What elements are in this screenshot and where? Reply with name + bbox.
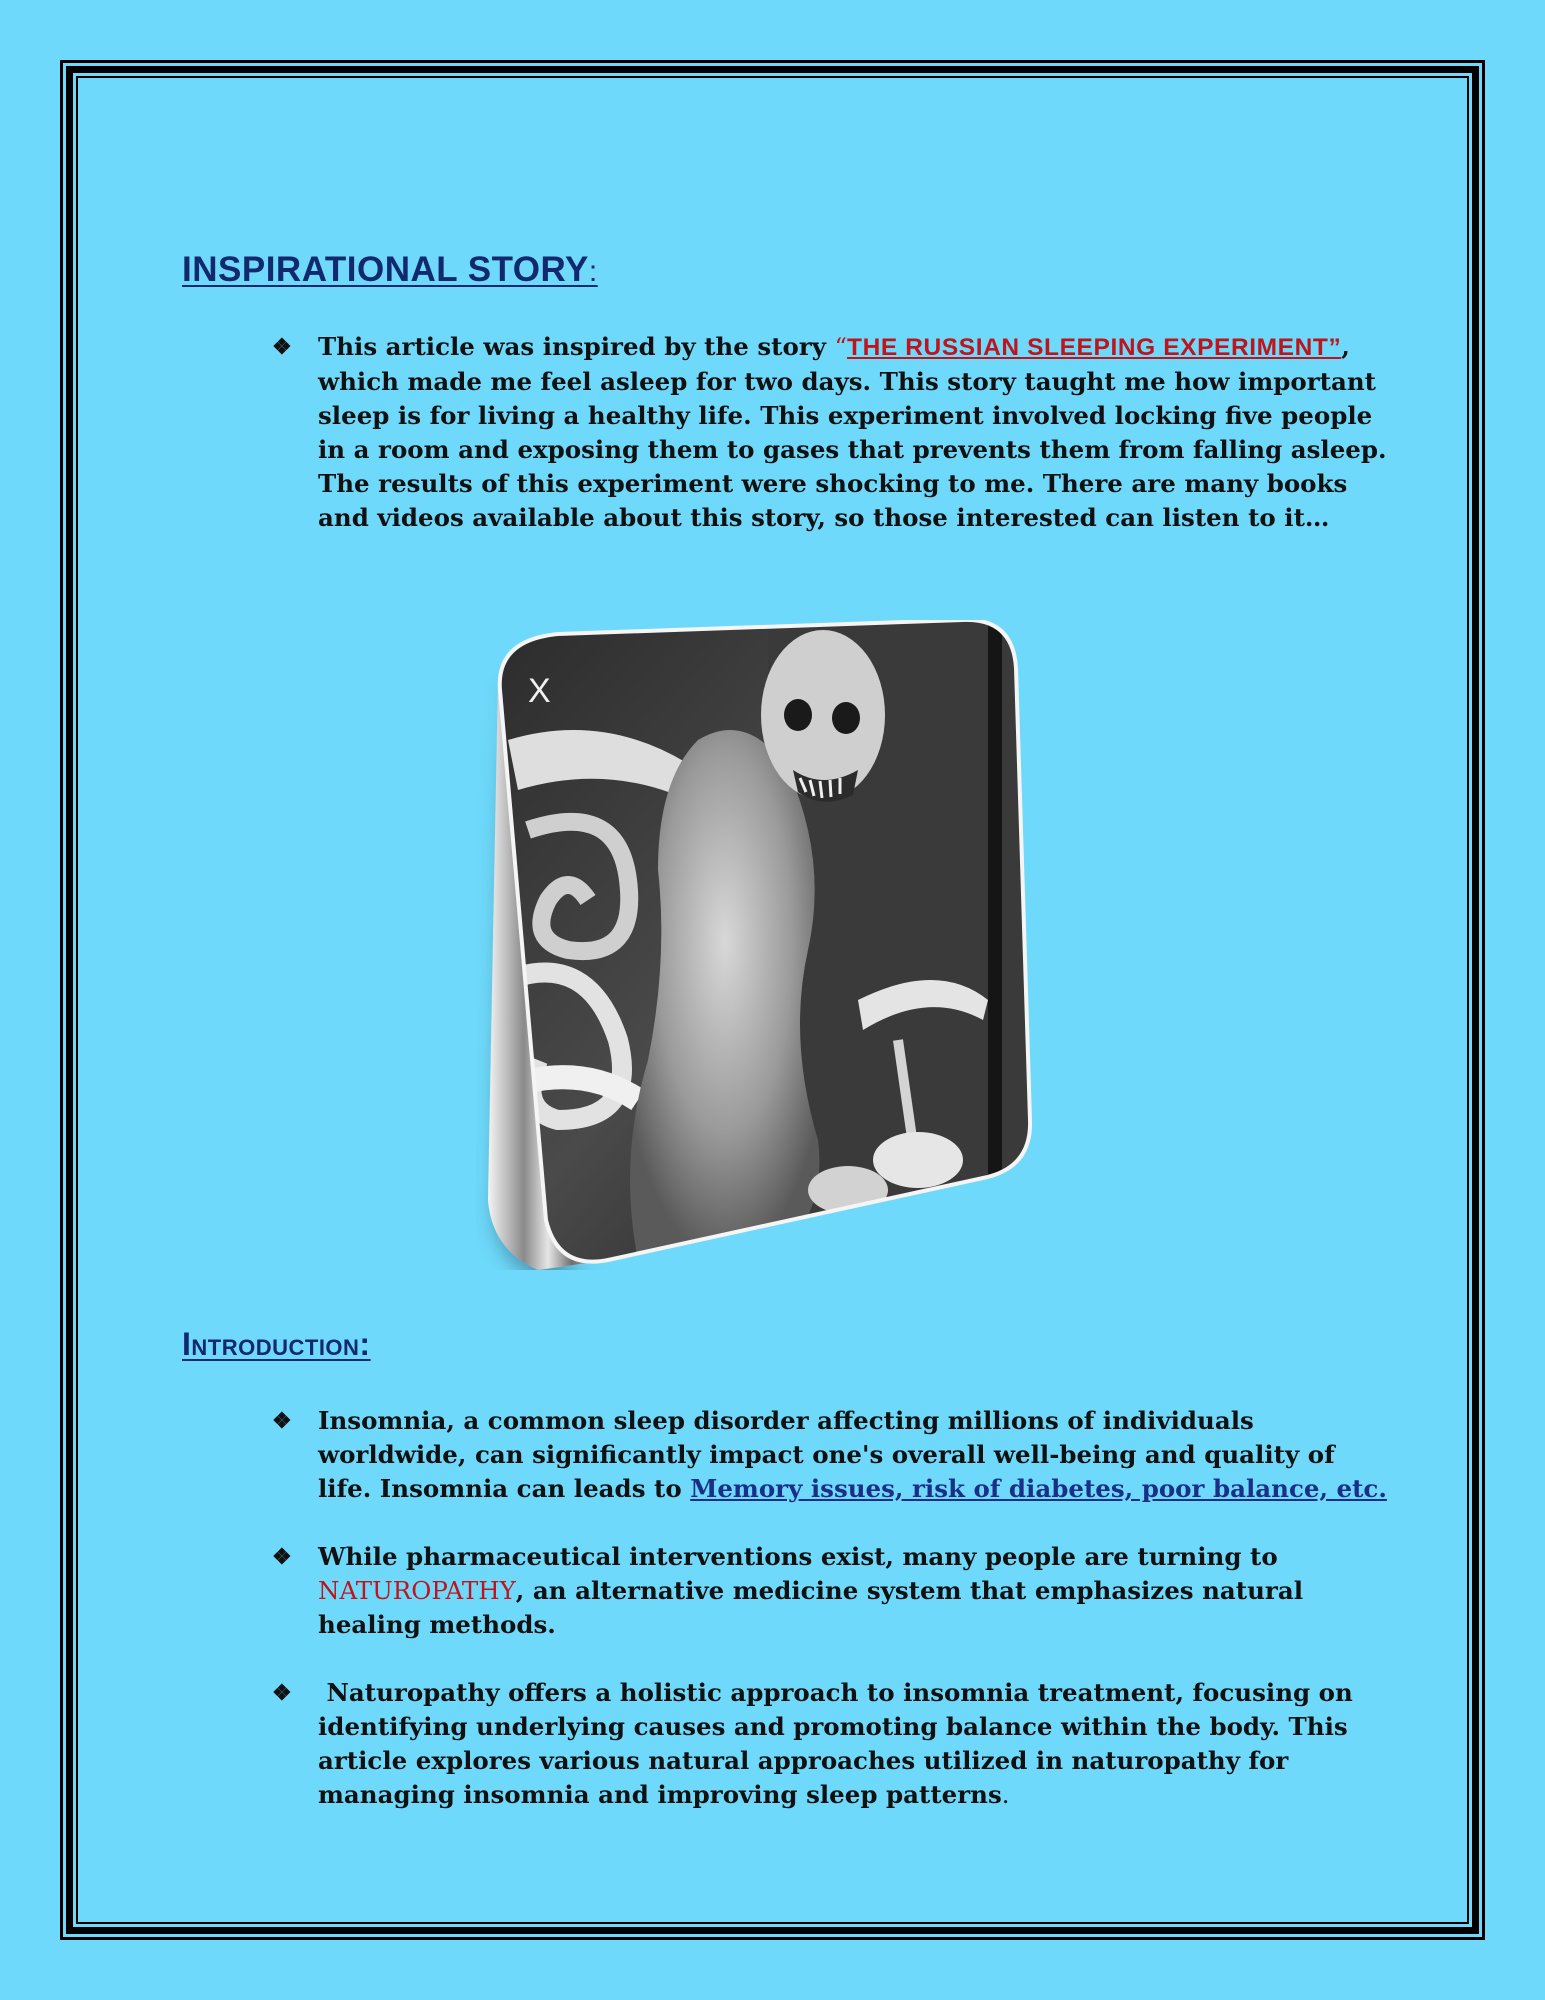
- intro-paragraph-2: [318, 1540, 1388, 1642]
- naturopathy-highlight: NATUROPATHY: [318, 1576, 516, 1605]
- story-text-after: , which made me feel asleep for two days. This story taught me how important sleep is for living a healthy life. This experiment involved locking five people in a room and exposing them to gases that prevents them from falling asleep. The results of this experiment were shocking to me. There are many books and videos available about this story, so those interested can listen to it…: [318, 332, 1387, 532]
- experiment-photo-image: [468, 620, 1038, 1270]
- intro-3-text: Naturopathy offers a holistic approach to insomnia treatment, focusing on identifying underlying causes and promoting balance within the body. This article explores various natural approaches utilized in naturopathy for managing insomnia and improving sleep patterns: [318, 1678, 1362, 1809]
- heading-colon: :: [588, 255, 598, 288]
- bullet-diamond-icon: ❖: [272, 1408, 292, 1434]
- inspirational-story-heading: [182, 250, 598, 290]
- bullet-diamond-icon: ❖: [272, 1544, 292, 1570]
- bullet-diamond-icon: ❖: [272, 1680, 292, 1706]
- story-paragraph: [318, 330, 1388, 535]
- intro-paragraph-3: [318, 1676, 1388, 1812]
- experiment-photo: [468, 620, 1038, 1270]
- bullet-diamond-icon: ❖: [272, 334, 292, 360]
- story-text-before: This article was inspired by the story: [318, 332, 835, 361]
- story-open-quote: “: [834, 332, 848, 361]
- intro-1-text: Insomnia, a common sleep disorder affecting millions of individuals worldwide, can significantly impact one's overall well-being and quality of life. Insomnia can leads to: [318, 1406, 1335, 1503]
- intro-2-text-after: , an alternative medicine system that emphasizes natural healing methods.: [318, 1576, 1304, 1639]
- introduction-heading: Introduction:: [182, 1326, 371, 1362]
- russian-sleep-experiment-link[interactable]: THE RUSSIAN SLEEPING EXPERIMENT: [847, 334, 1329, 361]
- intro-paragraph-1: [318, 1404, 1388, 1506]
- insomnia-effects-link[interactable]: Memory issues, risk of diabetes, poor balance, etc.: [690, 1474, 1387, 1503]
- intro-2-text-before: While pharmaceutical interventions exist, many people are turning to: [318, 1542, 1278, 1571]
- story-close-quote: ”: [1328, 334, 1342, 361]
- inspirational-story-heading-text: INSPIRATIONAL STORY: [182, 250, 589, 289]
- photo-corner-mark: X: [528, 672, 551, 710]
- intro-3-period: .: [1001, 1780, 1010, 1809]
